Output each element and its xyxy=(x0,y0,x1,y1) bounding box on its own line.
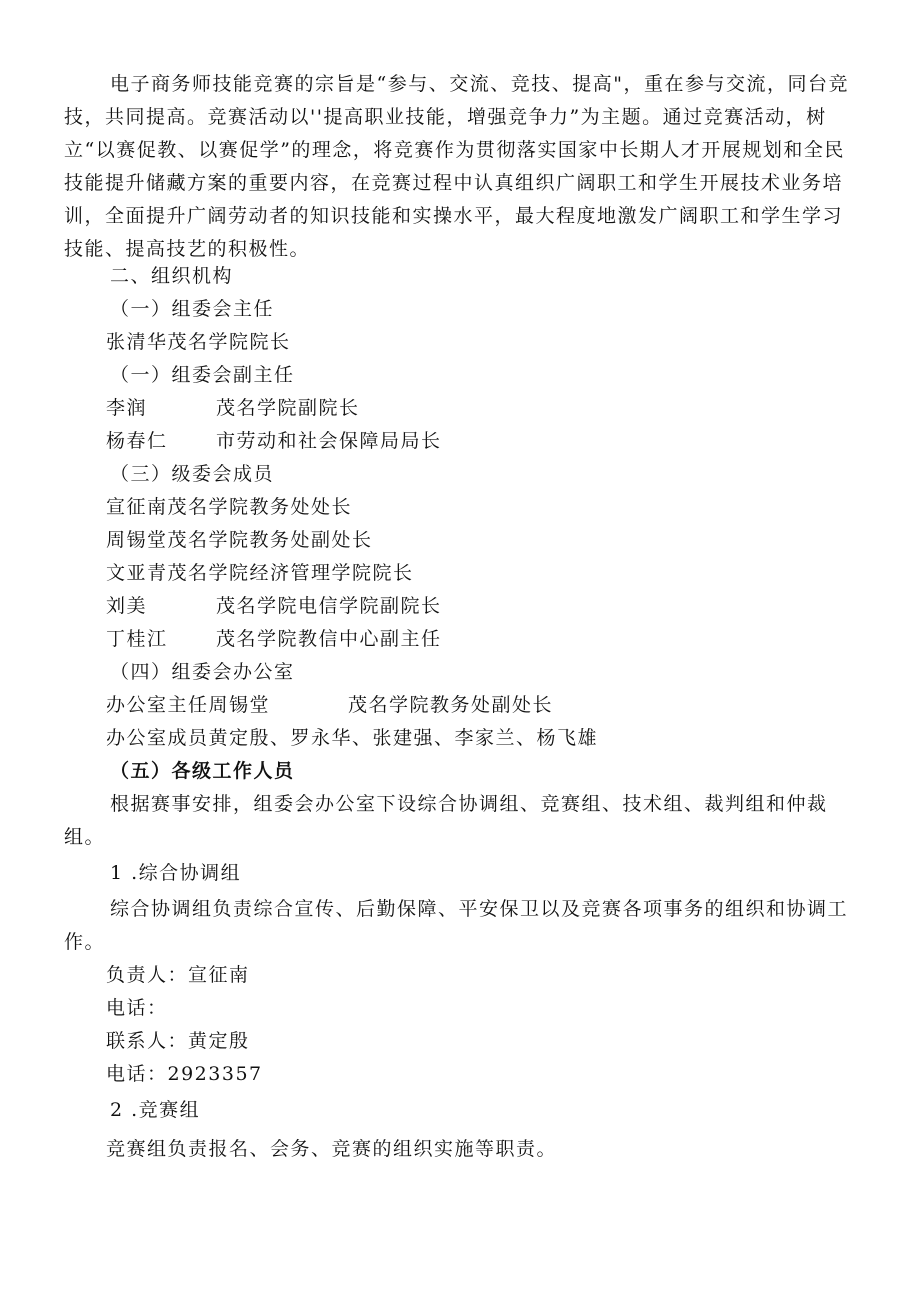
committee-member-1: 宣征南茂名学院教务处处长 xyxy=(106,496,353,518)
office-members: 办公室成员黄定殷、罗永华、张建强、李家兰、杨飞雄 xyxy=(106,727,599,749)
staff-description: 根据赛事安排，组委会办公室下设综合协调组、竞赛组、技术组、裁判组和仲裁组。 xyxy=(64,793,828,848)
coordination-phone-1: 电话： xyxy=(106,997,168,1019)
committee-member-5-role: 茂名学院教信中心副主任 xyxy=(216,628,442,650)
subsection-title-director: （一）组委会主任 xyxy=(110,298,275,320)
coordination-contact: 联系人：黄定殷 xyxy=(106,1030,250,1052)
coordination-lead: 负责人：宣征南 xyxy=(106,964,250,986)
vice-director-name-1: 李润 xyxy=(106,397,148,419)
director-member: 张清华茂名学院院长 xyxy=(106,331,291,353)
competition-description: 竞赛组负责报名、会务、竞赛的组织实施等职责。 xyxy=(106,1138,558,1160)
subsection-title-staff: （五）各级工作人员 xyxy=(110,760,295,782)
office-director-role: 茂名学院教务处副处长 xyxy=(348,694,554,716)
vice-director-role-1: 茂名学院副院长 xyxy=(216,397,360,419)
subsection-title-office: （四）组委会办公室 xyxy=(110,661,295,683)
committee-member-3: 文亚青茂名学院经济管理学院院长 xyxy=(106,562,414,584)
group-title-coordination: 1 .综合协调组 xyxy=(110,862,242,884)
subsection-title-committee-members: （三）级委会成员 xyxy=(110,463,275,485)
vice-director-role-2: 市劳动和社会保障局局长 xyxy=(216,430,442,452)
office-director-name: 办公室主任周锡堂 xyxy=(106,694,271,716)
committee-member-4-role: 茂名学院电信学院副院长 xyxy=(216,595,442,617)
section-title-organization: 二、组织机构 xyxy=(110,265,234,287)
coordination-description: 综合协调组负责综合宣传、后勤保障、平安保卫以及竞赛各项事务的组织和协调工作。 xyxy=(64,898,849,953)
committee-member-2: 周锡堂茂名学院教务处副处长 xyxy=(106,529,373,551)
committee-member-4-name: 刘美 xyxy=(106,595,148,617)
subsection-title-vice-director: （一）组委会副主任 xyxy=(110,364,295,386)
group-title-competition: 2 .竞赛组 xyxy=(110,1099,201,1121)
intro-paragraph: 电子商务师技能竞赛的宗旨是“参与、交流、竞技、提高"，重在参与交流，同台竞技，共同提高。竞赛活动以''提高职业技能，增强竞争力”为主题。通过竞赛活动，树立“以赛促教、以赛促学”的理念，将竞赛作为贯彻落实国家中长期人才开展规划和全民技能提升储藏方案的重要内容，在竞赛过程中认真组织广阔职工和学生开展技术业务培训，全面提升广阔劳动者的知识技能和实操水平，最大程度地激发广阔职工和学生学习技能、提高技艺的积极性。 xyxy=(64,73,849,260)
committee-member-5-name: 丁桂江 xyxy=(106,628,168,650)
vice-director-name-2: 杨春仁 xyxy=(106,430,168,452)
coordination-phone-2: 电话：2923357 xyxy=(106,1063,263,1085)
